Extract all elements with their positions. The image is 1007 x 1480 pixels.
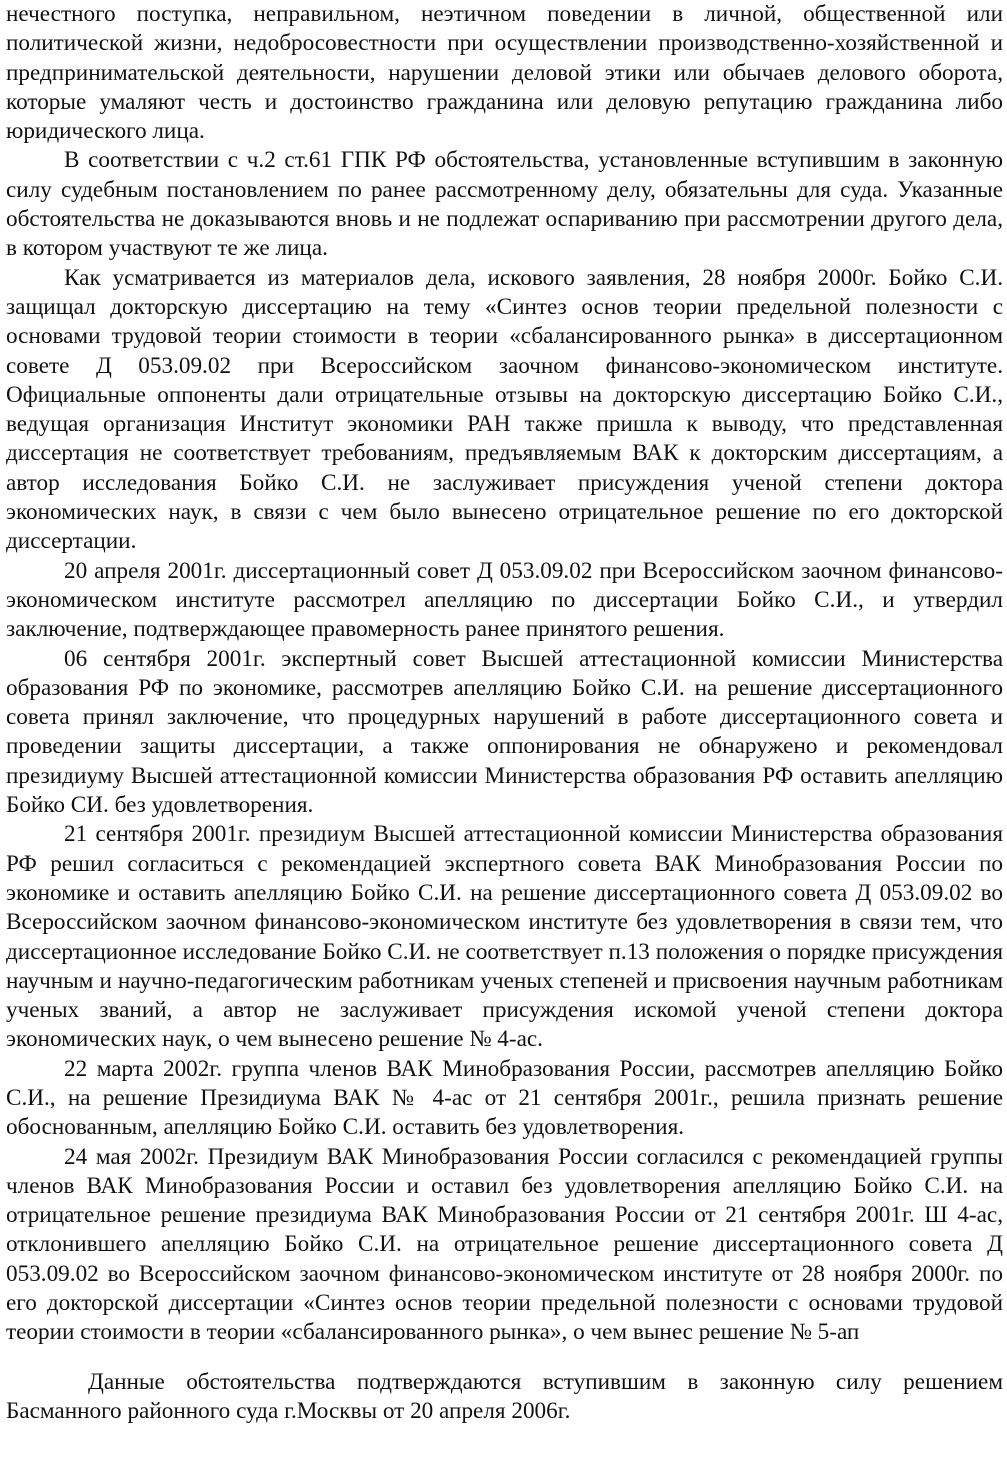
paragraph-group-review: 22 марта 2002г. группа членов ВАК Минобразования России, рассмотрев апелляцию Бойко С.И., на решение Президиума ВАК № 4-ас от 21 сентября 2001г., решила признать решение обоснованным, апелляцию Бойко С.И. оставить без удовлетворения. bbox=[6, 1055, 1003, 1141]
paragraph-dissertation-defense: Как усматривается из материалов дела, искового заявления, 28 ноября 2000г. Бойко С.И. защищал докторскую диссертацию на тему «Синтез основ теории предельной полезности с основами трудовой теории стоимости в теории «сбалансированного рынка» в диссертационном совете Д 053.09.02 при Всероссийском заочном финансово-экономическом институте. Официальные оппоненты дали отрицательные отзывы на докторскую диссертацию Бойко С.И., ведущая организация Институт экономики РАН также пришла к выводу, что представленная диссертация не соответствует требованиям, предъявляемым ВАК к докторским диссертациям, а автор исследования Бойко С.И. не заслуживает присуждения ученой степени доктора экономических наук, в связи с чем было вынесено отрицательное решение по его докторской диссертации. bbox=[6, 264, 1003, 555]
paragraph-presidium-decision: 21 сентября 2001г. президиум Высшей аттестационной комиссии Министерства образования РФ решил согласиться с рекомендацией экспертного совета ВАК Минобразования России по экономике и оставить апелляцию Бойко С.И. на решение диссертационного совета Д 053.09.02 во Всероссийском заочном финансово-экономическом институте без удовлетворения в связи тем, что диссертационное исследование Бойко С.И. не соответствует п.13 положения о порядке присуждения научным и научно-педагогическим работникам ученых степеней и присвоения научным работникам ученых званий, а автор не заслуживает присуждения искомой ученой степени доктора экономических наук, о чем вынесено решение № 4-ас. bbox=[6, 821, 1003, 1053]
paragraph-council-appeal: 20 апреля 2001г. диссертационный совет Д 053.09.02 при Всероссийском заочном финансово-экономическом институте рассмотрел апелляцию по диссертации Бойко С.И., и утвердил заключение, подтверждающее правомерность ранее принятого решения. bbox=[6, 557, 1003, 643]
paragraph-court-confirmation: Данные обстоятельства подтверждаются вступившим в законную силу решением Басманного районного суда г.Москвы от 20 апреля 2006г. bbox=[6, 1368, 1003, 1424]
paragraph-presidium-final: 24 мая 2002г. Президиум ВАК Минобразования России согласился с рекомендацией группы членов ВАК Минобразования России и оставил без удовлетворения апелляцию Бойко С.И. на отрицательное решение президиума ВАК Минобразования России от 21 сентября 2001г. Ш 4-ас, отклонившего апелляцию Бойко С.И. на отрицательное решение диссертационного совета Д 053.09.02 во Всероссийском заочном финансово-экономическом институте от 28 ноября 2000г. по его докторской диссертации «Синтез основ теории предельной полезности с основами трудовой теории стоимости в теории «сбалансированного рынка», о чем вынес решение № 5-ап bbox=[6, 1143, 1003, 1346]
paragraph-continuation: нечестного поступка, неправильном, неэтичном поведении в личной, общественной или политической жизни, недобросовестности при осуществлении производственно-хозяйственной и предпринимательской деятельности, нарушении деловой этики или обычаев делового оборота, которые умаляют честь и достоинство гражданина или деловую репутацию гражданина либо юридического лица. bbox=[6, 1, 1003, 145]
paragraph-gpk-article: В соответствии с ч.2 ст.61 ГПК РФ обстоятельства, установленные вступившим в законную силу судебным постановлением по ранее рассмотренному делу, обязательны для суда. Указанные обстоятельства не доказываются вновь и не подлежат оспариванию при рассмотрении другого дела, в котором участвуют те же лица. bbox=[6, 147, 1003, 262]
paragraph-expert-council: 06 сентября 2001г. экспертный совет Высшей аттестационной комиссии Министерства образования РФ по экономике, рассмотрев апелляцию Бойко С.И. на решение диссертационного совета принял заключение, что процедурных нарушений в работе диссертационного совета и проведении защиты диссертации, а также оппонирования не обнаружено и рекомендовал президиуму Высшей аттестационной комиссии Министерства образования РФ оставить апелляцию Бойко СИ. без удовлетворения. bbox=[6, 645, 1003, 819]
document-body bbox=[6, 0, 1003, 1426]
